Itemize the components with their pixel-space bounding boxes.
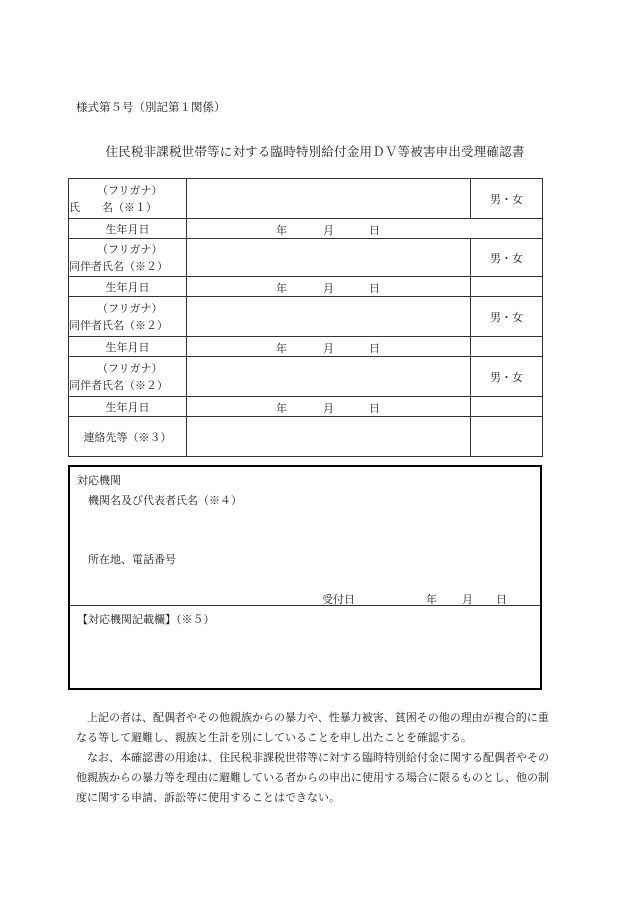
- companion-birthdate-row: [69, 397, 543, 417]
- contact-label: 連絡先等（※３）: [69, 417, 187, 457]
- received-day-label: 日: [496, 593, 507, 606]
- applicant-name-label-cell: [69, 179, 187, 219]
- document-title: 住民税非課税世帯等に対する臨時特別給付金用ＤＶ等被害申出受理確認書: [105, 144, 525, 159]
- statement-paragraph: 上記の者は、配偶者やその他親族からの暴力や、性暴力被害、貧困その他の理由が複合的に重なる等して避難し、親族と生計を別にしていることを申し出たことを確認する。: [76, 711, 549, 744]
- received-month-label: 月: [462, 593, 473, 606]
- day-label: 日: [369, 342, 380, 355]
- birthdate-label: 生年月日: [69, 337, 187, 357]
- applicant-gender-select[interactable]: 男・女: [471, 179, 543, 219]
- companion-name-label: 同伴者氏名（※２）: [69, 259, 168, 273]
- companion-name-input[interactable]: [187, 357, 471, 397]
- furigana-label: （フリガナ）: [97, 183, 163, 197]
- companion-name-row: [69, 239, 543, 277]
- contact-input[interactable]: [187, 417, 471, 457]
- day-label: 日: [369, 282, 380, 295]
- birthdate-label: 生年月日: [69, 277, 187, 297]
- agency-title: 対応機関: [77, 474, 121, 487]
- month-label: 月: [323, 282, 334, 295]
- applicant-table: [68, 178, 543, 457]
- year-label: 年: [276, 282, 287, 295]
- usage-paragraph: なお、本確認書の用途は、住民税非課税世帯等に対する臨時特別給付金に関する配偶者やその他親族からの暴力等を理由に避難している者からの申出に使用する場合に限るものとし、他の制度に関する申請、訴訟等に使用することはできない。: [76, 751, 549, 804]
- companion-name-label: 同伴者氏名（※２）: [69, 378, 168, 392]
- agency-name-label: 機関名及び代表者氏名（※４）: [88, 494, 242, 507]
- year-label: 年: [276, 402, 287, 415]
- agency-divider: [70, 605, 540, 606]
- companion-birthdate-row: [69, 337, 543, 357]
- birthdate-label: 生年月日: [69, 219, 187, 239]
- applicant-name-input[interactable]: [187, 179, 471, 219]
- furigana-label: （フリガナ）: [97, 301, 163, 315]
- companion-birthdate-input[interactable]: [187, 277, 471, 297]
- blank-cell: [471, 417, 543, 457]
- received-year-label: 年: [426, 593, 437, 606]
- birthdate-label: 生年月日: [69, 397, 187, 417]
- companion-gender-select[interactable]: 男・女: [471, 239, 543, 277]
- companion-name-label-cell: [69, 357, 187, 397]
- blank-cell: [471, 277, 543, 297]
- day-label: 日: [369, 224, 380, 237]
- contact-row: [69, 417, 543, 457]
- companion-birthdate-input[interactable]: [187, 337, 471, 357]
- agency-section: [68, 465, 542, 690]
- companion-gender-select[interactable]: 男・女: [471, 297, 543, 337]
- companion-name-input[interactable]: [187, 239, 471, 277]
- companion-gender-select[interactable]: 男・女: [471, 357, 543, 397]
- applicant-birthdate-input[interactable]: [187, 219, 543, 239]
- applicant-birthdate-row: [69, 219, 543, 239]
- confirmation-statement: [76, 708, 556, 808]
- agency-address-label: 所在地、電話番号: [88, 553, 176, 566]
- companion-name-label-cell: [69, 297, 187, 337]
- received-date-label: 受付日: [322, 593, 355, 606]
- day-label: 日: [369, 402, 380, 415]
- month-label: 月: [323, 224, 334, 237]
- month-label: 月: [323, 342, 334, 355]
- companion-name-row: [69, 297, 543, 337]
- blank-cell: [471, 337, 543, 357]
- applicant-name-label: 氏 名（※１）: [69, 200, 157, 214]
- companion-name-label: 同伴者氏名（※２）: [69, 318, 168, 332]
- year-label: 年: [276, 342, 287, 355]
- month-label: 月: [323, 402, 334, 415]
- furigana-label: （フリガナ）: [97, 361, 163, 375]
- agency-entry-label: 【対応機関記載欄】（※５）: [77, 613, 215, 626]
- applicant-name-row: [69, 179, 543, 219]
- companion-name-label-cell: [69, 239, 187, 277]
- year-label: 年: [276, 224, 287, 237]
- furigana-label: （フリガナ）: [97, 242, 163, 256]
- companion-name-input[interactable]: [187, 297, 471, 337]
- companion-birthdate-row: [69, 277, 543, 297]
- companion-birthdate-input[interactable]: [187, 397, 471, 417]
- companion-name-row: [69, 357, 543, 397]
- blank-cell: [471, 397, 543, 417]
- form-number: 様式第５号（別記第１関係）: [76, 100, 226, 114]
